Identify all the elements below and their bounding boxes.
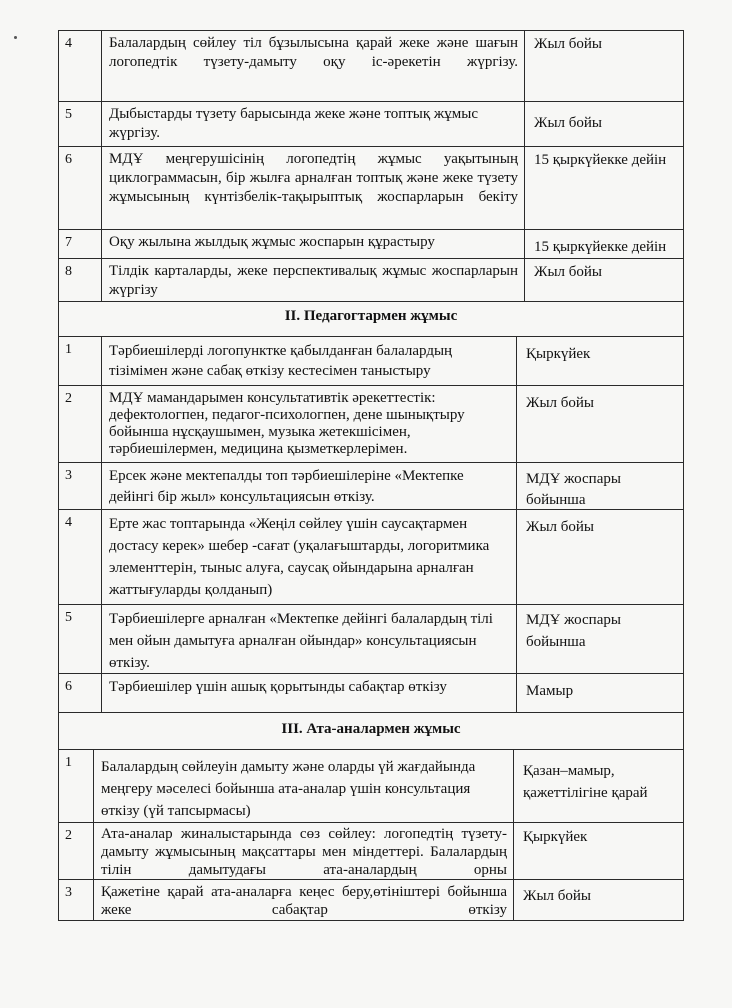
- row-term: МДҰ жоспары бойынша: [516, 462, 684, 510]
- row-text: [93, 822, 514, 880]
- section-title-parents: ІІІ. Ата-аналармен жұмыс: [58, 712, 684, 750]
- row-text: Тәрбиешілер үшін ашық қорытынды сабақтар өткізу: [101, 673, 517, 713]
- row-text-content: Ата-аналар жиналыстарында сөз сөйлеу: логопедтің түзету-дамыту жұмысының мақсаттары мен міндеттері. Балалардың тілін дамытудағы ата-аналардың орны: [101, 826, 507, 878]
- row-number: 4: [58, 509, 102, 605]
- row-text-content: Қажетіне қарай ата-аналарға кеңес беру,өтініштері бойынша жеке сабақтар өткізу: [101, 884, 507, 918]
- row-text-content: Балалардың сөйлеу тіл бұзылысына қарай жеке және шағын логопедтік түзету-дамыту оқу іс-әрекетін жүргізу.: [109, 35, 518, 70]
- row-term: Жыл бойы: [513, 879, 684, 921]
- row-text-content: Тілдік карталарды, жеке перспективалық жұмыс жоспарларын жүргізу: [109, 263, 518, 298]
- row-term: 15 қыркүйекке дейін: [524, 146, 684, 230]
- row-term: Қыркүйек: [513, 822, 684, 880]
- row-term: Жыл бойы: [516, 385, 684, 463]
- row-term: Қазан–мамыр, қажеттілігіне қарай: [513, 749, 684, 823]
- row-number: 1: [58, 336, 102, 386]
- row-number: 3: [58, 462, 102, 510]
- row-number: 4: [58, 30, 102, 102]
- scan-speck: [14, 36, 17, 39]
- row-number: 2: [58, 385, 102, 463]
- row-text: Оқу жылына жылдық жұмыс жоспарын құрастыру: [101, 229, 525, 259]
- row-term: Жыл бойы: [524, 101, 684, 147]
- row-text: МДҰ мамандарымен консультативтік әрекеттестік: дефектологпен, педагог-психологпен, дене шынықтыру бойынша нұсқаушымен, музыка жетекшісімен, тәрбиешілермен, медицина қызметкерлерімен.: [101, 385, 517, 463]
- row-number: 3: [58, 879, 94, 921]
- row-term: Жыл бойы: [524, 30, 684, 102]
- row-term: Мамыр: [516, 673, 684, 713]
- row-number: 6: [58, 146, 102, 230]
- section-title-teachers: ІІ. Педагогтармен жұмыс: [58, 301, 684, 337]
- row-number: 6: [58, 673, 102, 713]
- row-term: Қыркүйек: [516, 336, 684, 386]
- row-term: Жыл бойы: [524, 258, 684, 302]
- row-number: 5: [58, 101, 102, 147]
- row-number: 8: [58, 258, 102, 302]
- row-text: [101, 146, 525, 230]
- row-text: Тәрбиешілерді логопунктке қабылданған балалардың тізімімен және сабақ өткізу кестесімен таныстыру: [101, 336, 517, 386]
- row-number: 7: [58, 229, 102, 259]
- row-text: Тәрбиешілерге арналған «Мектепке дейінгі балалардың тілі мен ойын дамытуға арналған ойындар» консультациясын өткізу.: [101, 604, 517, 674]
- row-text-content: МДҰ меңгерушісінің логопедтің жұмыс уақытының циклограммасын, бір жылға арналған топтық және жеке түзету жұмысының күнтізбелік-тақырыптық жоспарларын бекіту: [109, 151, 518, 205]
- row-term: 15 қыркүйекке дейін: [524, 229, 684, 259]
- row-text: Ерте жас топтарында «Жеңіл сөйлеу үшін саусақтармен достасу керек» шебер -сағат (уқалағыштарды, логоритмика элементтерін, тыныс алуға, саусақ ойындарына арналған жаттығуларды қолданып): [101, 509, 517, 605]
- row-text: Балалардың сөйлеуін дамыту және оларды үй жағдайында меңгеру мәселесі бойынша ата-аналар үшін консультация өткізу (үй тапсырмасы): [93, 749, 514, 823]
- row-text: [93, 879, 514, 921]
- row-text: [101, 258, 525, 302]
- row-term: МДҰ жоспары бойынша: [516, 604, 684, 674]
- row-number: 2: [58, 822, 94, 880]
- row-term: Жыл бойы: [516, 509, 684, 605]
- row-number: 1: [58, 749, 94, 823]
- row-text: Ерсек және мектепалды топ тәрбиешілеріне «Мектепке дейінгі бір жыл» консультациясын өткізу.: [101, 462, 517, 510]
- row-text: Дыбыстарды түзету барысында жеке және топтық жұмыс жүргізу.: [101, 101, 525, 147]
- row-text: [101, 30, 525, 102]
- row-number: 5: [58, 604, 102, 674]
